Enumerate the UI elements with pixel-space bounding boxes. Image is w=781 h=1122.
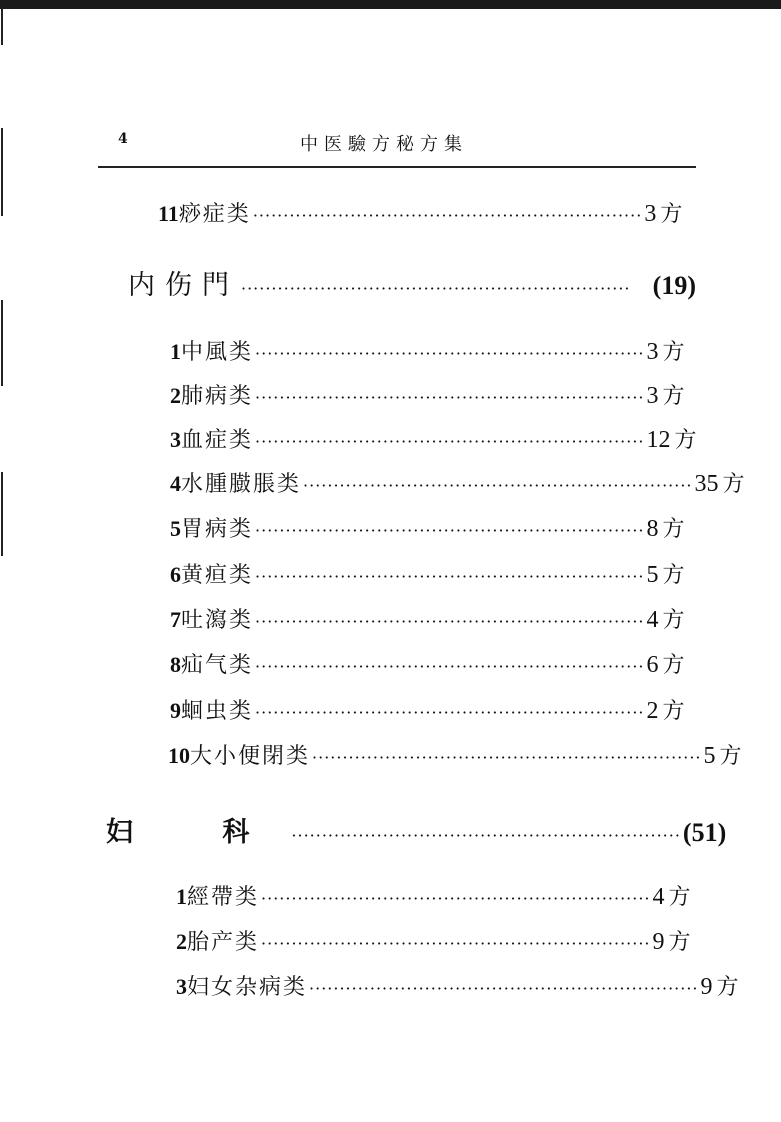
toc-item (168, 739, 742, 770)
item-count: 12 (646, 427, 671, 453)
item-unit: 方 (668, 885, 691, 910)
item-number: 6 (170, 562, 181, 587)
toc-item (170, 694, 685, 725)
toc-item (170, 335, 685, 366)
edge-mark (1, 472, 3, 556)
header-rule (98, 166, 696, 168)
item-count: 6 (646, 652, 659, 678)
item-unit: 方 (662, 608, 685, 633)
leader-dots: ································································ (252, 206, 643, 225)
toc-section (106, 810, 727, 849)
item-number: 3 (170, 427, 181, 452)
section-count: (19) (652, 271, 696, 300)
leader-dots: ································································ (241, 279, 631, 298)
item-count: 35 (694, 471, 719, 497)
leader-dots: ································································ (255, 657, 645, 676)
toc-item (170, 379, 685, 410)
toc-item (176, 880, 691, 911)
item-count: 5 (703, 743, 716, 769)
leader-dots: ································································ (255, 344, 645, 363)
item-label: 疝气类 (181, 653, 254, 678)
item-number: 10 (168, 743, 190, 768)
item-count: 4 (652, 884, 665, 910)
item-label: 血症类 (181, 428, 254, 453)
toc-section (128, 263, 696, 302)
item-number: 11 (158, 201, 179, 226)
item-label: 妇女杂病类 (187, 975, 308, 1000)
leader-dots: ································································ (255, 567, 645, 586)
item-unit: 方 (662, 340, 685, 365)
item-label: 黄疸类 (181, 563, 254, 588)
running-title: 中医驗方秘方集 (300, 134, 468, 155)
item-label: 吐瀉类 (181, 608, 254, 633)
item-number: 8 (170, 652, 181, 677)
item-label: 經帶类 (187, 885, 260, 910)
top-border (0, 0, 781, 9)
item-number: 4 (170, 471, 181, 496)
item-number: 5 (170, 516, 181, 541)
leader-dots: ································································ (303, 476, 693, 495)
item-label: 蛔虫类 (181, 699, 254, 724)
toc-item (170, 512, 685, 543)
toc-item (158, 197, 683, 228)
leader-dots: ································································ (255, 432, 645, 451)
leader-dots: ································································ (312, 748, 702, 767)
item-unit: 方 (662, 517, 685, 542)
item-number: 3 (176, 974, 187, 999)
item-number: 1 (176, 884, 187, 909)
item-count: 2 (646, 698, 659, 724)
leader-dots: ································································ (309, 979, 699, 998)
item-number: 7 (170, 607, 181, 632)
item-count: 8 (646, 516, 659, 542)
toc-item (170, 423, 697, 454)
item-label: 大小便閉类 (190, 744, 311, 769)
item-label: 水腫臌脹类 (181, 472, 302, 497)
item-unit: 方 (722, 472, 745, 497)
item-unit: 方 (719, 744, 742, 769)
toc-item (170, 603, 685, 634)
toc-item (176, 925, 691, 956)
leader-dots: ································································ (261, 934, 651, 953)
item-label: 肺病类 (181, 384, 254, 409)
item-number: 1 (170, 339, 181, 364)
leader-dots: ································································ (255, 612, 645, 631)
item-label: 胃病类 (181, 517, 254, 542)
edge-mark (1, 9, 3, 45)
toc-item (170, 558, 685, 589)
item-label: 痧症类 (178, 202, 251, 227)
item-count: 3 (646, 339, 659, 365)
item-number: 9 (170, 698, 181, 723)
section-label: 妇 科 (106, 817, 290, 848)
leader-dots: ································································ (255, 521, 645, 540)
toc-item (170, 467, 745, 498)
item-count: 5 (646, 562, 659, 588)
leader-dots: ································································ (255, 703, 645, 722)
item-count: 3 (644, 201, 657, 227)
item-count: 9 (700, 974, 713, 1000)
item-unit: 方 (668, 930, 691, 955)
item-unit: 方 (716, 975, 739, 1000)
item-unit: 方 (662, 563, 685, 588)
item-number: 2 (176, 929, 187, 954)
edge-mark (1, 128, 3, 216)
item-count: 4 (646, 607, 659, 633)
item-unit: 方 (674, 428, 697, 453)
section-label: 内伤門 (128, 270, 239, 301)
item-unit: 方 (660, 202, 683, 227)
leader-dots: ································································ (261, 889, 651, 908)
item-count: 9 (652, 929, 665, 955)
item-count: 3 (646, 383, 659, 409)
item-unit: 方 (662, 699, 685, 724)
item-unit: 方 (662, 384, 685, 409)
leader-dots: ································································ (255, 388, 645, 407)
toc-item (176, 970, 739, 1001)
item-unit: 方 (662, 653, 685, 678)
item-label: 中風类 (181, 340, 254, 365)
edge-mark (1, 300, 3, 386)
section-count: (51) (682, 818, 727, 847)
item-number: 2 (170, 383, 181, 408)
toc-item (170, 648, 685, 679)
item-label: 胎产类 (187, 930, 260, 955)
leader-dots: ································································ (291, 826, 681, 845)
page-number: 4 (118, 131, 128, 147)
